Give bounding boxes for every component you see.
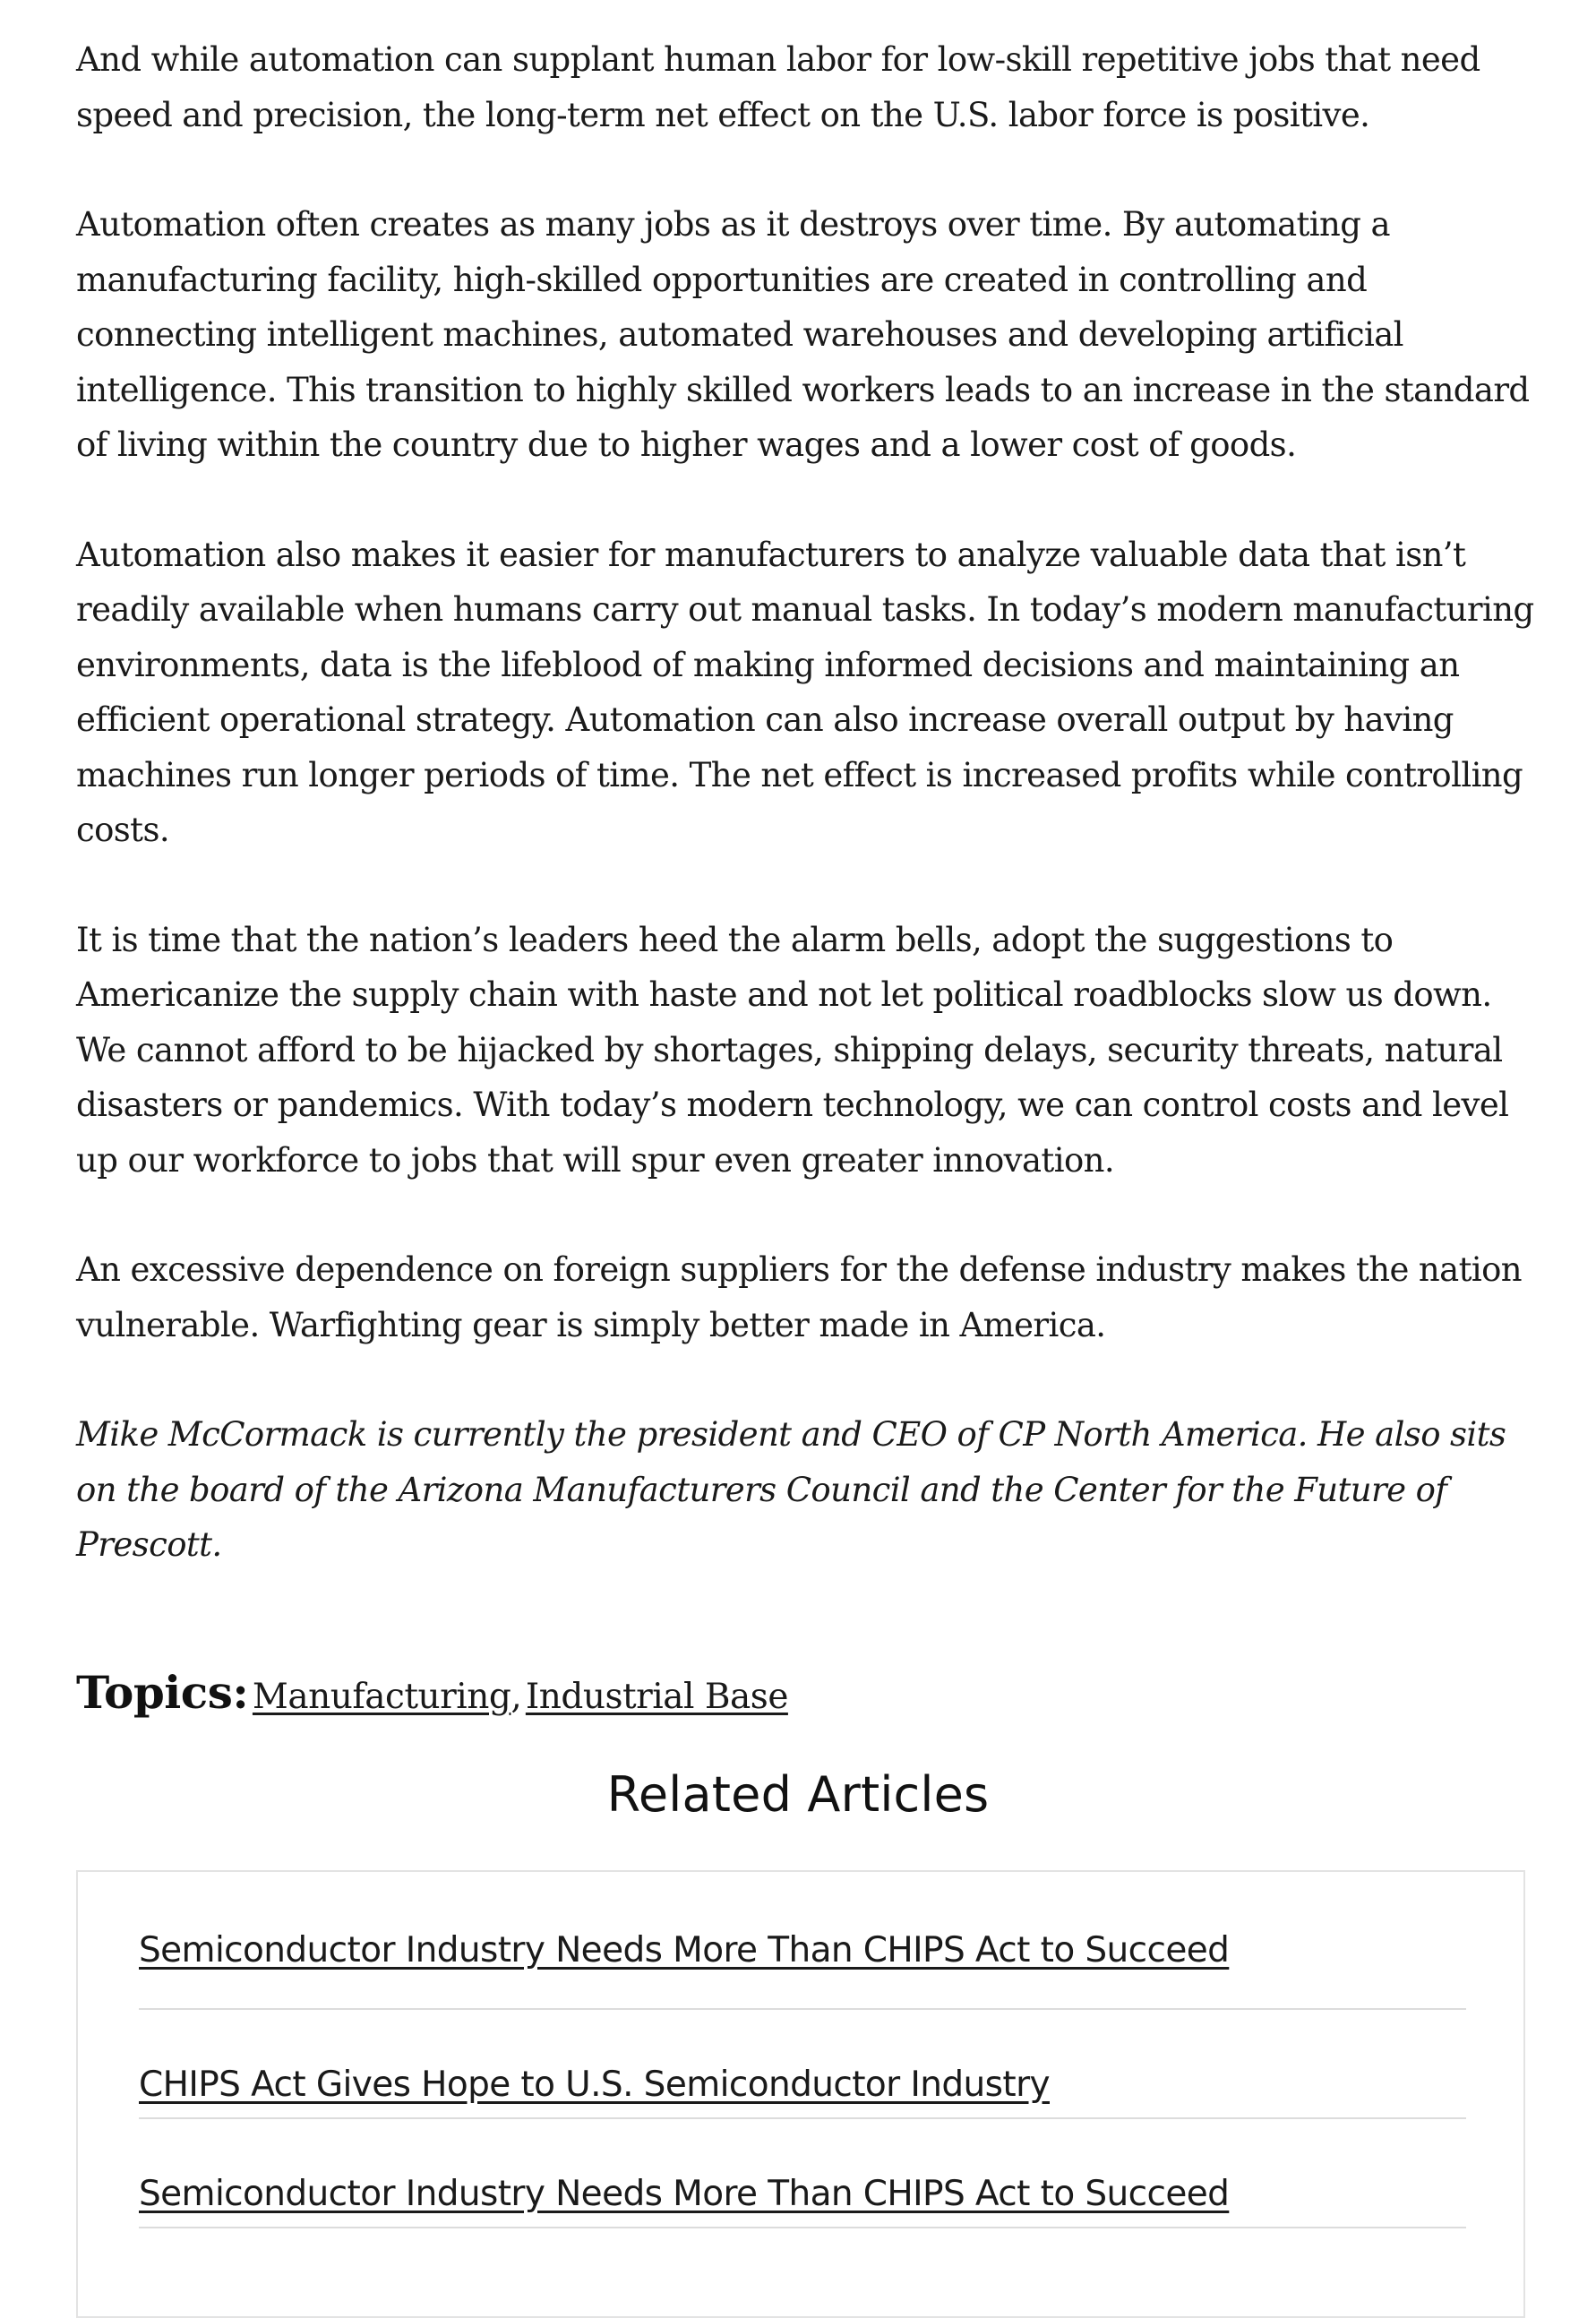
list-item [139, 2119, 1466, 2228]
related-article-link[interactable]: CHIPS Act Gives Hope to U.S. Semiconductor Industry [139, 2065, 1050, 2105]
article-paragraph: And while automation can supplant human labor for low-skill repetitive jobs that need speed and precision, the long-term net effect on the U.S. labor force is positive. [76, 40, 1480, 134]
list-item [139, 2010, 1466, 2119]
article-body [76, 32, 1545, 1627]
related-article-link[interactable]: Semiconductor Industry Needs More Than CHIPS Act to Succeed [139, 2174, 1230, 2214]
topics-row [76, 1666, 788, 1719]
related-articles-list [139, 1872, 1466, 2228]
topic-link-industrial-base[interactable]: Industrial Base [525, 1677, 788, 1717]
topic-separator: , [511, 1677, 522, 1717]
related-article-link[interactable]: Semiconductor Industry Needs More Than CHIPS Act to Succeed [139, 1930, 1230, 1970]
article-paragraph: Automation also makes it easier for manufacturers to analyze valuable data that isn’t readily available when humans carry out manual tasks. In today’s modern manufacturing environments, data is the lifeblood of making informed decisions and maintaining an efficient operational strategy. Automation can also increase overall output by having machines run longer periods of time. The net effect is increased profits while controlling costs. [76, 535, 1534, 849]
topics-label: Topics: [76, 1666, 249, 1719]
article-paragraph: It is time that the nation’s leaders heed the alarm bells, adopt the suggestions to Americanize the supply chain with haste and not let political roadblocks slow us down. We cannot afford to be hijacked by shortages, shipping delays, security threats, natural disasters or pandemics. With today’s modern technology, we can control costs and level up our workforce to jobs that will spur even greater innovation. [76, 920, 1509, 1180]
article-paragraph: An excessive dependence on foreign suppliers for the defense industry makes the nation vulnerable. Warfighting gear is simply better made in America. [76, 1250, 1523, 1344]
related-articles-box [76, 1870, 1525, 2318]
article-paragraph: Automation often creates as many jobs as it destroys over time. By automating a manufacturing facility, high-skilled opportunities are created in controlling and connecting intelligent machines, automated warehouses and developing artificial intelligence. This transition to highly skilled workers leads to an increase in the standard of living within the country due to higher wages and a lower cost of goods. [76, 205, 1530, 464]
list-item [139, 1872, 1466, 2010]
topic-link-manufacturing[interactable]: Manufacturing [252, 1677, 511, 1717]
related-articles-title: Related Articles [606, 1766, 990, 1823]
author-bio: Mike McCormack is currently the president and CEO of CP North America. He also sits on the board of the Arizona Manufacturers Council and the Center for the Future of Prescott. [76, 1415, 1506, 1564]
